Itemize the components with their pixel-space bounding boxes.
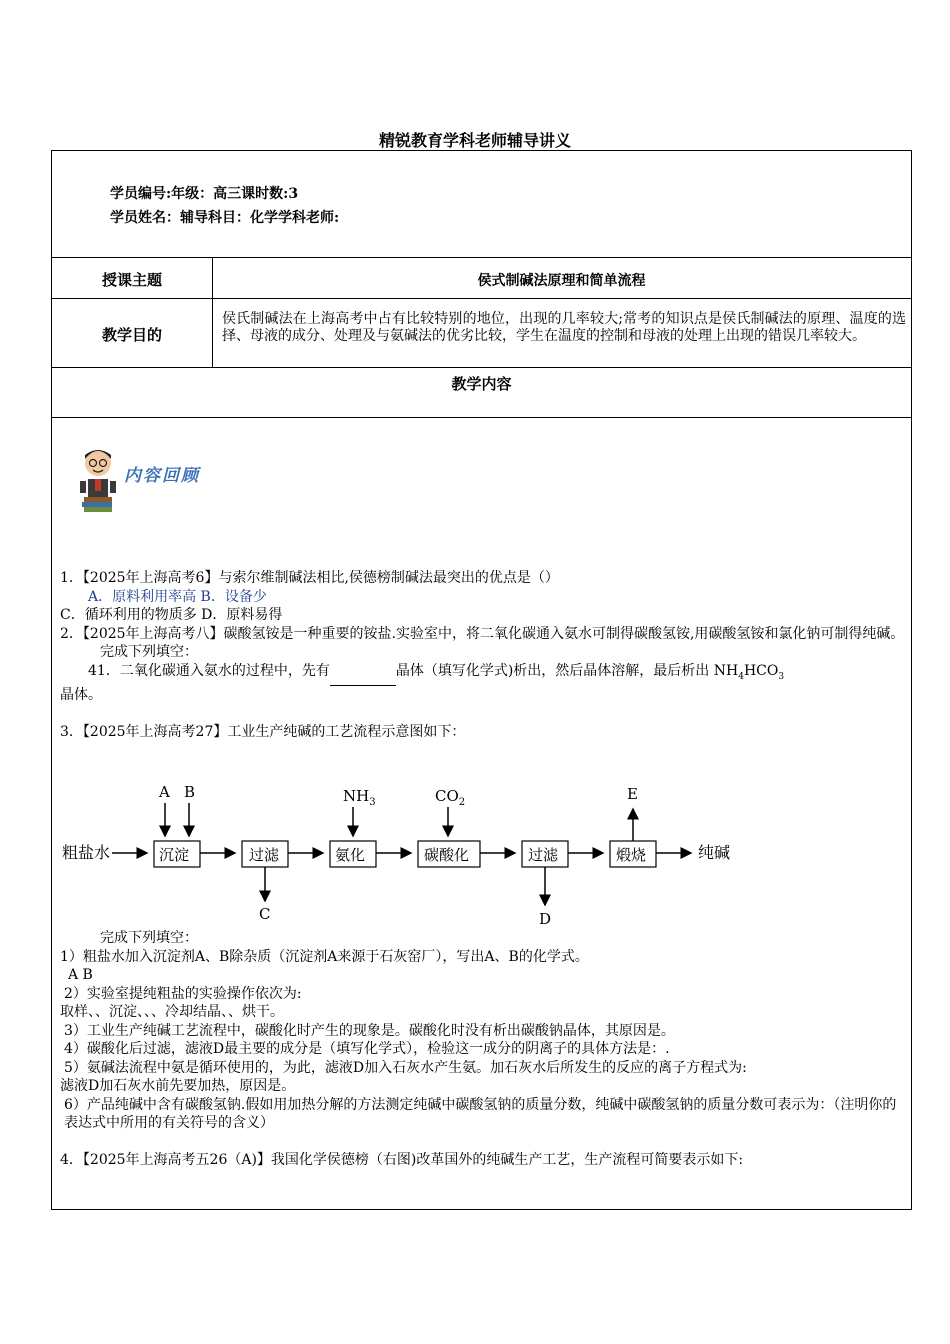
subscript: 2	[458, 797, 466, 808]
question-3-part-5-b: 滤液D加石灰水前先要加热，原因是。	[60, 1078, 296, 1094]
column-divider	[212, 257, 213, 367]
flow-output-label: 纯碱	[698, 843, 731, 862]
question-1-options-ab: A．原料利用率高 B．设备少	[88, 588, 267, 605]
flow-product-d: D	[539, 910, 552, 926]
flow-box-label: 氨化	[335, 846, 366, 864]
flow-product-e: E	[627, 785, 638, 803]
flow-box-label: 过滤	[528, 846, 559, 864]
question-1-options-cd: C．循环利用的物质多 D．原料易得	[60, 607, 283, 623]
question-2-sub41-tail: 晶体。	[60, 686, 102, 703]
topic-value: 侯式制碱法原理和简单流程	[477, 273, 646, 289]
question-3-part-2: 2）实验室提纯粗盐的实验操作依次为:	[64, 985, 302, 1002]
divider	[52, 417, 911, 418]
divider	[52, 367, 911, 368]
formula-part: NH	[343, 787, 370, 805]
question-3-part-1: 1）粗盐水加入沉淀剂A、B除杂质（沉淀剂A来源于石灰窑厂），写出A、B的化学式。	[60, 948, 589, 965]
flow-reagent-b: B	[184, 783, 196, 801]
subscript: 3	[369, 797, 376, 808]
flow-box-label: 碳酸化	[424, 846, 470, 864]
flow-reagent-co2	[435, 787, 465, 808]
question-2-fill-instruction: 完成下列填空：	[100, 644, 198, 660]
divider	[52, 257, 911, 258]
flow-box-label: 煅烧	[616, 846, 647, 864]
formula-part: CO	[435, 787, 459, 805]
question-3-part-2-steps: 取样、、沉淀、、、冷却结晶、、烘干。	[60, 1004, 284, 1020]
divider	[52, 298, 911, 299]
teacher-avatar-icon	[76, 443, 120, 515]
flow-product-c: C	[259, 905, 271, 923]
flow-reagent-a: A	[159, 783, 170, 801]
question-3-part-4: 4）碳酸化后过滤，滤液D最主要的成分是（填写化学式），检验这一成分的阴离子的具体方法是：.	[64, 1041, 670, 1057]
question-2-sub41	[60, 662, 905, 686]
question-2-sub41-pre: 41．二氧化碳通入氨水的过程中，先有	[88, 662, 330, 679]
subscript: 3	[778, 671, 785, 682]
question-3-part-1-answer: A B	[68, 967, 93, 983]
question-3-stem: 3．【2025年上海高考27】工业生产纯碱的工艺流程示意图如下：	[60, 723, 466, 740]
question-1-stem: 1．【2025年上海高考6】与索尔维制碱法相比,侯德榜制碱法最突出的优点是（）	[60, 570, 559, 586]
question-3-fill-instruction: 完成下列填空：	[100, 930, 198, 946]
flow-input-label: 粗盐水	[62, 843, 111, 862]
question-3-part-3: 3）工业生产纯碱工艺流程中，碳酸化时产生的现象是。碳酸化时没有析出碳酸钠晶体，其原因是。	[64, 1022, 675, 1039]
student-info-line1: 学员编号:年级：高三课时数:3	[110, 186, 299, 202]
goal-text: 侯氏制碱法在上海高考中占有比较特别的地位，出现的几率较大;常考的知识点是侯氏制碱法的原理、温度的选择、母液的成分、处理及与氨碱法的优劣比较，学生在温度的控制和母液的处理上出现的错误几率较大。	[222, 311, 906, 344]
goal-label: 教学目的	[101, 326, 162, 344]
answer-blank[interactable]	[330, 671, 396, 686]
formula-part: HCO	[743, 662, 779, 679]
question-3-part-6: 6）产品纯碱中含有碳酸氢钠.假如用加热分解的方法测定纯碱中碳酸氢钠的质量分数，纯碱中碳酸氢钠的质量分数可表示为：（注明你的表达式中所用的有关符号的含义）	[64, 1096, 897, 1131]
flow-reagent-nh3	[343, 787, 376, 808]
content-heading: 教学内容	[451, 375, 512, 393]
question-3-parts	[60, 929, 905, 1170]
question-3-part-5: 5）氨碱法流程中氨是循环使用的，为此，滤液D加入石灰水产生氨。加石灰水后所发生的反应的离子方程式为:	[64, 1059, 747, 1076]
question-4-stem: 4．【2025年上海高考五26（A)】我国化学侯德榜（右图)改革国外的纯碱生产工艺，生产流程可简要表示如下:	[60, 1152, 744, 1168]
flow-box-label: 沉淀	[159, 846, 190, 864]
topic-label: 授课主题	[101, 271, 162, 289]
lesson-table	[51, 150, 912, 1210]
flow-box-label: 过滤	[249, 846, 280, 864]
process-flow-diagram	[62, 781, 742, 926]
question-2-stem: 2．【2025年上海高考八】碳酸氢铵是一种重要的铵盐.实验室中，将二氧化碳通入氨水可制得碳酸氢铵,用碳酸氢铵和氯化钠可制得纯碱。	[60, 625, 905, 642]
question-list	[60, 569, 905, 741]
review-section-label: 内容回顾	[124, 466, 200, 486]
question-2-sub41-post: 晶体（填写化学式)析出，然后晶体溶解，最后析出 NH	[395, 662, 739, 679]
student-info-line2: 学员姓名：辅导科目：化学学科老师:	[110, 210, 340, 226]
subscript: 4	[738, 671, 744, 682]
page-title: 精锐教育学科老师辅导讲义	[378, 131, 571, 150]
